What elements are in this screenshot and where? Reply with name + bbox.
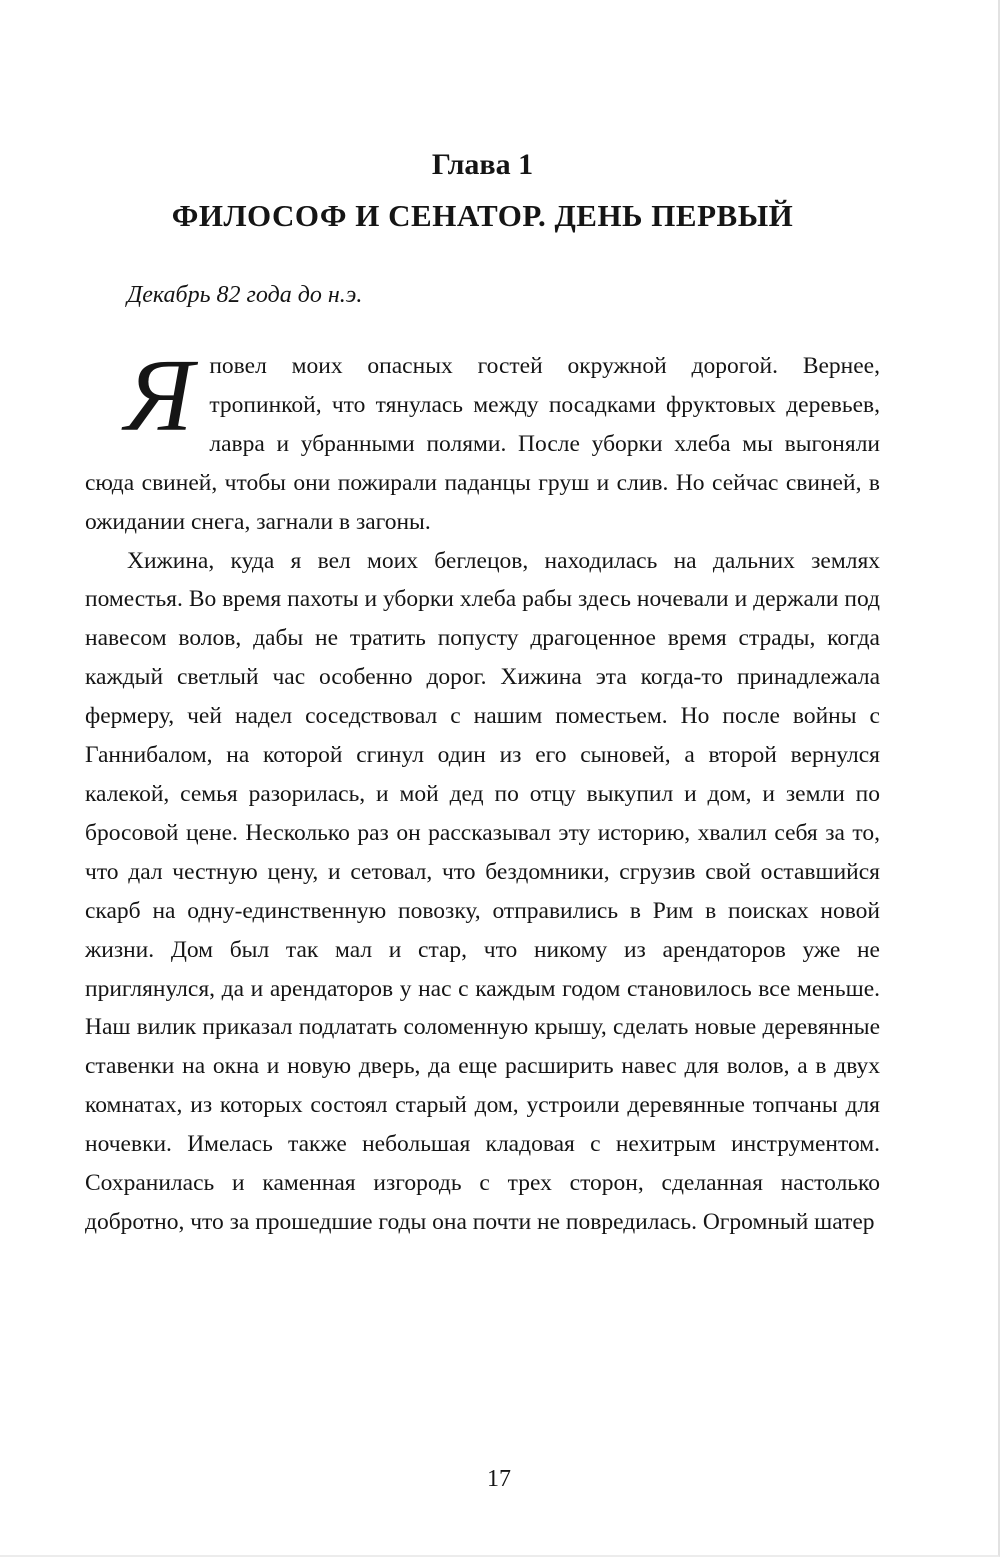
date-line: Декабрь 82 года до н.э.	[127, 282, 363, 308]
chapter-title: ФИЛОСОФ И СЕНАТОР. ДЕНЬ ПЕРВЫЙ	[171, 198, 794, 233]
dropcap-letter: Я	[125, 338, 194, 453]
paragraph-first-text: повел моих опасных гостей окружной дорогой. Вернее, тропинкой, что тянулась между посадками фруктовых деревьев, лавра и убранными полями. После уборки хлеба мы выгоняли сюда свиней, чтобы они пожирали паданцы груш и слив. Но сейчас свиней, в ожидании снега, загнали в загоны.	[85, 353, 880, 535]
page-content	[85, 148, 880, 1242]
paragraph-second-text: Хижина, куда я вел моих беглецов, находилась на дальних землях поместья. Во время пахоты и уборки хлеба рабы здесь ночевали и держали под навесом волов, дабы не тратить попусту драгоценное время страды, когда каждый светлый час особенно дорог. Хижина эта когда-то принадлежала фермеру, чей надел соседствовал с нашим поместьем. Но после войны с Ганнибалом, на которой сгинул один из его сыновей, а второй вернулся калекой, семья разорилась, и мой дед по отцу выкупил и дом, и земли по бросовой цене. Несколько раз он рассказывал эту историю, хвалил себя за то, что дал честную цену, и сетовал, что бездомники, сгрузив свой оставшийся скарб на одну-единственную повозку, отправились в Рим в поисках новой жизни. Дом был так мал и стар, что никому из арендаторов уже не приглянулся, да и арендаторов у нас с каждым годом становилось все меньше. Наш вилик приказал подлатать соломенную крышу, сделать новые деревянные ставенки на окна и новую дверь, да еще расширить навес для волов, а в двух комнатах, из которых состоял старый дом, устроили деревянные топчаны для ночевки. Имелась также небольшая кладовая с нехитрым инструментом. Сохранилась и каменная изгородь с трех сторон, сделанная настолько добротно, что за прошедшие годы она почти не повредилась. Огромный шатер	[85, 547, 880, 1235]
body-text	[85, 338, 880, 1242]
chapter-label: Глава 1	[431, 148, 534, 181]
paragraph-second	[85, 542, 880, 1242]
paragraph-first	[85, 338, 880, 542]
page-number: 17	[487, 1466, 511, 1492]
